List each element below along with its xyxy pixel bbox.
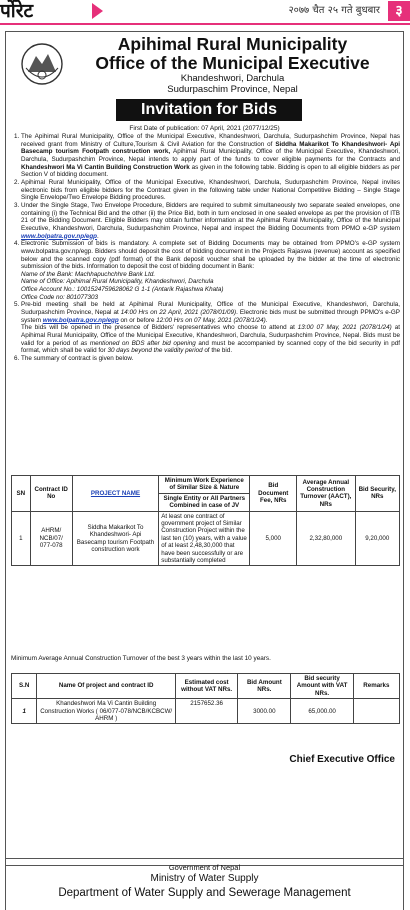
table-row: 1 AHRM/ NCB/07/ 077-078 Siddha Makarikot To Khandeshwori- Api Basecamp tourism Footpath construction work At least one contract of government project of Similar Construction Project within the last ten (10) years, with a value of at least 2,48,30,000 that have been successfully or are substantially completed 5,000 2,32,80,000 9,20,000 <box>12 511 400 566</box>
table-header: Bid Document Fee, NRs <box>250 476 297 512</box>
egp-link[interactable]: www.bolpatra.gov.np/egp <box>21 232 98 240</box>
table-row: 1 Khandeshwori Ma Vi Cantin Building Construction Works ( 06/077-078/NCB/KCBCW/ AHRM ) 2157652.36 3000.00 65,000.00 <box>12 699 400 724</box>
notice-banner: Invitation for Bids <box>116 99 302 121</box>
office-code: Office Code no: 801077303 <box>21 293 99 301</box>
table-header: Name Of project and contract ID <box>37 674 176 699</box>
table-header: S.N <box>12 674 37 699</box>
table-header: Bid Amount NRs. <box>238 674 291 699</box>
page-number: ३ <box>388 1 410 21</box>
org-name: Apihimal Rural Municipality <box>117 34 348 54</box>
list-item: 4. Electronic Submission of bids is mandatory. A complete set of Bidding Documents may be obtained from PPMO's e-GP system www.bolpatra.gov.np/egp. Bidders should deposit the cost of bidding document in the Projects Rajaswa (revenue) account as specified below and the scanned copy (pdf format) of the Bank deposit voucher shall be uploaded by the bidder at the time of electronic submission of the bids. Information to deposit the cost of bidding document in Bank: Name of the Bank: Machhapuchchhre Bank Ltd. Name of Office: Apihimal Rural Municipality, Khandeshwori, Darchula Office Account No.: 1001524759628062 G 1-1 (Antarik Rajashwa Khata) Office Code no: 801077303 <box>21 240 400 301</box>
masthead-divider <box>0 23 410 25</box>
list-item: 6. The summary of contract is given below. <box>21 355 400 363</box>
table-header: Minimum Work Experience of Similar Size & Nature <box>159 476 250 494</box>
government-line: Government of Nepal <box>168 863 241 872</box>
bank-name: Name of the Bank: Machhapuchchhre Bank Ltd. <box>21 270 156 278</box>
section-title: र्पोरेट <box>0 0 34 22</box>
table-header: Contract ID No <box>30 476 72 512</box>
bid-notice <box>5 31 404 866</box>
table-header: PROJECT NAME <box>72 476 158 512</box>
ministry-line: Ministry of Water Supply <box>150 873 259 884</box>
department-line: Department of Water Supply and Sewerage Management <box>58 887 351 899</box>
notice-body <box>8 133 400 363</box>
arrow-icon <box>92 3 103 19</box>
issue-date: २०७७ चैत २५ गते बुधबार <box>288 5 380 16</box>
list-item: 1. The Apihimal Rural Municipality, Office of the Municipal Executive, Khandeshwori, Darchula, Sudurpashchim Province, Nepal has received grant from Ministry of Culture,Tourism & Civil Aviation for the Construction of Siddha Makarikot To Khandeshwori- Api Basecamp tourism Footpath construction work, Apihimal Rural Municipality, Office of the Municipal Executive, Khandeshwori, Darchula, Sudurpashchim Province, Nepal intends to apply part of the funds to cover eligible payments for the Contracts and Khandeshwori Ma Vi Cantin Building Construction Work as given in the following table. Bidding is open to all eligible bidders as per Section V of bidding document. <box>21 133 400 179</box>
table-subheader: Single Entity or All Partners Combined in case of JV <box>159 493 250 511</box>
table-header: Bid security Amount with VAT NRs. <box>291 674 353 699</box>
signatory: Chief Executive Office <box>289 754 395 765</box>
publication-date: First Date of publication: 07 April, 2021 (2077/12/25) <box>129 125 280 132</box>
nepal-emblem-icon <box>20 42 64 86</box>
table-header: SN <box>12 476 31 512</box>
newspaper-masthead <box>0 0 410 22</box>
list-item: 5. Pre-bid meeting shall be held at Apihimal Rural Municipality, Office of the Municipal Executive, Khandeshwori, Darchula, Sudurpashchim Province, Nepal at 14:00 Hrs on 22 April, 2021 (2078/01/09). Electronic bids must be submitted through PPMO's e-GP system www.bolpatra.gov.np/egp on or before 12:00 Hrs on 07 May, 2021 (2078/1/24). The bids will be opened in the presence of Bidders' representatives who choose to attend at 13:00 07 May, 2021 (2078/1/24) at Apihimal Rural Municipality, Office of the Municipal Executive, Khandeshwori, Darchula, Sudurpashchim Province, Nepal. Bids must be valid for a period of as mentioned on BDS after bid opening and must be accompanied by scanned copy of the bid security in pdf format, which shall be valid for 30 days beyond the validity period of the bid. <box>21 301 400 355</box>
list-item: 2. Apihimal Rural Municipality, Office of the Municipal Executive, Khandeshwori, Darchula, Sudurpashchim Province, Nepal invites electronic bids from eligible bidders for the Contract given in the following table under National Competitive Bidding – Single Stage Single Envelope/Two Envelope Bidding procedures. <box>21 179 400 202</box>
table-header: Average Annual Construction Turnover (AACT), NRs <box>297 476 355 512</box>
account-number: Office Account No.: 1001524759628062 G 1-1 (Antarik Rajashwa Khata) <box>21 286 224 294</box>
address-line-2: Sudurpaschim Province, Nepal <box>167 84 298 95</box>
table-header: Estimated cost without VAT NRs. <box>175 674 237 699</box>
contract-summary-table <box>11 475 400 566</box>
turnover-note: Minimum Average Annual Construction Turnover of the best 3 years within the last 10 years. <box>11 655 271 662</box>
list-item: 3. Under the Single Stage, Two Envelope Procedure, Bidders are required to submit simultaneously two separate sealed envelopes, one containing (i) the Technical Bid and the other (ii) the Price Bid, both in turn enclosed in one sealed envelope as per the provision of ITB 21 of the Bidding Document. Eligible Bidders may obtain further information at the Apihimal Rural Municipality, Office of the Municipal Executive, Khandeshwori, Darchula, Sudurpashchim Province, Nepal and inspect the Bidding Documents from PPMO e-GP system www.bolpatra.gov.np/egp. <box>21 202 400 240</box>
table-header: Remarks <box>353 674 399 699</box>
office-name: Office of the Municipal Executive <box>95 53 370 73</box>
office-name-line: Name of Office: Apihimal Rural Municipality, Khandeshwori, Darchula <box>21 278 214 286</box>
table-header: Bid Security, NRs <box>355 476 399 512</box>
egp-link[interactable]: www.bolpatra.gov.np/egp <box>42 316 119 324</box>
address-line-1: Khandeshwori, Darchula <box>180 73 285 84</box>
contract-cost-table <box>11 673 400 724</box>
water-supply-notice <box>5 858 404 910</box>
